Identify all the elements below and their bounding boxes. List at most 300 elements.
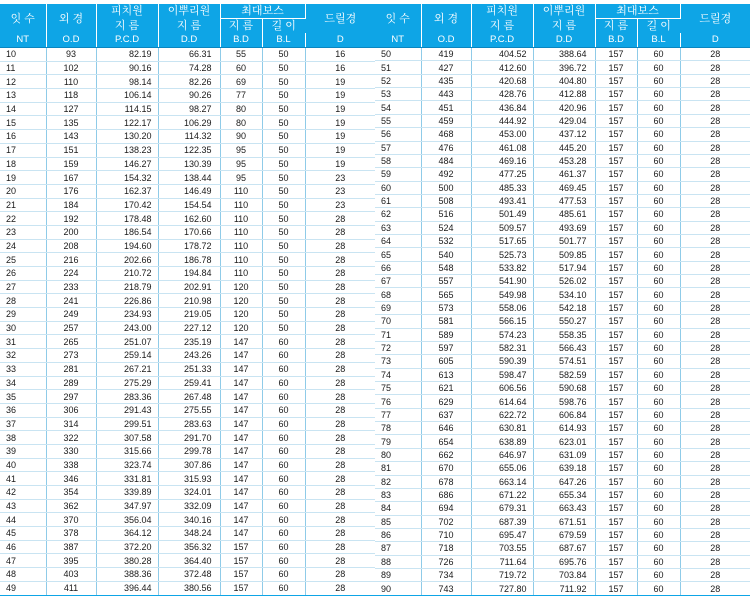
boss-length-cell: 60	[637, 275, 680, 288]
drill-diameter-cell: 28	[680, 261, 750, 274]
pitch-diameter-cell: 509.57	[471, 221, 533, 234]
pitch-diameter-cell: 210.72	[96, 267, 158, 281]
header-outer-diameter: 외 경	[421, 4, 471, 33]
boss-diameter-cell: 110	[220, 198, 262, 212]
boss-diameter-cell: 157	[595, 395, 637, 408]
teeth-cell: 75	[375, 381, 421, 394]
boss-diameter-cell: 157	[595, 74, 637, 87]
pitch-diameter-cell: 130.20	[96, 130, 158, 144]
boss-length-cell: 60	[262, 554, 305, 568]
root-diameter-cell: 324.01	[158, 486, 220, 500]
teeth-cell: 58	[375, 154, 421, 167]
spec-table-left	[0, 4, 375, 596]
outer-diameter-cell: 516	[421, 208, 471, 221]
boss-diameter-cell: 120	[220, 321, 262, 335]
root-diameter-cell: 655.34	[533, 488, 595, 501]
table-row	[0, 89, 375, 103]
boss-diameter-cell: 157	[220, 540, 262, 554]
pitch-diameter-cell: 501.49	[471, 208, 533, 221]
drill-diameter-cell: 28	[680, 555, 750, 568]
table-row	[375, 61, 750, 74]
root-diameter-cell: 106.29	[158, 116, 220, 130]
root-diameter-cell: 283.63	[158, 417, 220, 431]
root-diameter-cell: 227.12	[158, 321, 220, 335]
root-diameter-cell: 598.76	[533, 395, 595, 408]
root-diameter-cell: 267.48	[158, 390, 220, 404]
table-row	[0, 48, 375, 62]
table-row	[0, 513, 375, 527]
teeth-cell: 16	[0, 130, 46, 144]
drill-diameter-cell: 28	[680, 582, 750, 595]
outer-diameter-cell: 581	[421, 315, 471, 328]
boss-length-cell: 60	[637, 235, 680, 248]
drill-diameter-cell: 28	[680, 61, 750, 74]
root-diameter-cell: 340.16	[158, 513, 220, 527]
boss-length-cell: 60	[637, 569, 680, 582]
outer-diameter-cell: 484	[421, 154, 471, 167]
teeth-cell: 47	[0, 554, 46, 568]
boss-diameter-cell: 157	[595, 235, 637, 248]
boss-diameter-cell: 110	[220, 212, 262, 226]
drill-diameter-cell: 28	[305, 444, 375, 458]
root-diameter-cell: 243.26	[158, 349, 220, 363]
root-diameter-cell: 526.02	[533, 275, 595, 288]
pitch-diameter-cell: 477.25	[471, 168, 533, 181]
drill-diameter-cell: 28	[680, 74, 750, 87]
boss-length-cell: 50	[262, 239, 305, 253]
root-diameter-cell: 477.53	[533, 194, 595, 207]
boss-diameter-cell: 60	[220, 61, 262, 75]
boss-diameter-cell: 157	[595, 475, 637, 488]
outer-diameter-cell: 118	[46, 89, 96, 103]
boss-length-cell: 50	[262, 89, 305, 103]
header-nt-code: NT	[0, 33, 46, 48]
boss-length-cell: 60	[637, 542, 680, 555]
table-row	[0, 349, 375, 363]
table-header	[375, 4, 750, 48]
teeth-cell: 41	[0, 472, 46, 486]
table-row	[0, 157, 375, 171]
boss-diameter-cell: 95	[220, 143, 262, 157]
boss-diameter-cell: 77	[220, 89, 262, 103]
boss-diameter-cell: 157	[595, 248, 637, 261]
table-row	[375, 542, 750, 555]
outer-diameter-cell: 718	[421, 542, 471, 555]
teeth-cell: 29	[0, 308, 46, 322]
boss-length-cell: 60	[637, 355, 680, 368]
pitch-diameter-cell: 404.52	[471, 48, 533, 61]
outer-diameter-cell: 573	[421, 301, 471, 314]
outer-diameter-cell: 451	[421, 101, 471, 114]
boss-diameter-cell: 157	[595, 168, 637, 181]
outer-diameter-cell: 654	[421, 435, 471, 448]
drill-diameter-cell: 28	[305, 390, 375, 404]
table-row	[375, 528, 750, 541]
drill-diameter-cell: 28	[680, 528, 750, 541]
root-diameter-cell: 307.86	[158, 458, 220, 472]
teeth-cell: 23	[0, 225, 46, 239]
pitch-diameter-cell: 98.14	[96, 75, 158, 89]
outer-diameter-cell: 176	[46, 184, 96, 198]
header-bd-code: B.D	[220, 33, 262, 48]
boss-diameter-cell: 157	[595, 181, 637, 194]
root-diameter-cell: 98.27	[158, 102, 220, 116]
boss-diameter-cell: 110	[220, 225, 262, 239]
boss-length-cell: 60	[262, 431, 305, 445]
outer-diameter-cell: 273	[46, 349, 96, 363]
table-row	[0, 472, 375, 486]
outer-diameter-cell: 621	[421, 381, 471, 394]
drill-diameter-cell: 28	[680, 221, 750, 234]
outer-diameter-cell: 557	[421, 275, 471, 288]
root-diameter-cell: 380.56	[158, 581, 220, 595]
pitch-diameter-cell: 614.64	[471, 395, 533, 408]
teeth-cell: 33	[0, 362, 46, 376]
pitch-diameter-cell: 549.98	[471, 288, 533, 301]
outer-diameter-cell: 200	[46, 225, 96, 239]
pitch-diameter-cell: 606.56	[471, 381, 533, 394]
drill-diameter-cell: 28	[680, 235, 750, 248]
header-pitch-line2: 지 름	[96, 19, 158, 34]
boss-length-cell: 60	[637, 582, 680, 595]
boss-length-cell: 60	[637, 61, 680, 74]
table-row	[375, 101, 750, 114]
teeth-cell: 63	[375, 221, 421, 234]
drill-diameter-cell: 19	[305, 116, 375, 130]
outer-diameter-cell: 297	[46, 390, 96, 404]
root-diameter-cell: 82.26	[158, 75, 220, 89]
drill-diameter-cell: 16	[305, 61, 375, 75]
table-row	[0, 568, 375, 582]
drill-diameter-cell: 28	[305, 280, 375, 294]
boss-diameter-cell: 157	[595, 88, 637, 101]
drill-diameter-cell: 28	[680, 502, 750, 515]
pitch-diameter-cell: 444.92	[471, 114, 533, 127]
boss-diameter-cell: 147	[220, 513, 262, 527]
header-nt-code: NT	[375, 33, 421, 48]
pitch-diameter-cell: 283.36	[96, 390, 158, 404]
table-row	[375, 208, 750, 221]
pitch-diameter-cell: 622.72	[471, 408, 533, 421]
pitch-diameter-cell: 396.44	[96, 581, 158, 595]
boss-length-cell: 60	[637, 448, 680, 461]
pitch-diameter-cell: 226.86	[96, 294, 158, 308]
pitch-diameter-cell: 138.23	[96, 143, 158, 157]
root-diameter-cell: 90.26	[158, 89, 220, 103]
root-diameter-cell: 550.27	[533, 315, 595, 328]
table-row	[375, 355, 750, 368]
table-row	[375, 261, 750, 274]
table-header	[0, 4, 375, 48]
drill-diameter-cell: 28	[305, 321, 375, 335]
pitch-diameter-cell: 420.68	[471, 74, 533, 87]
boss-length-cell: 60	[637, 208, 680, 221]
boss-length-cell: 60	[637, 141, 680, 154]
teeth-cell: 11	[0, 61, 46, 75]
outer-diameter-cell: 354	[46, 486, 96, 500]
boss-diameter-cell: 110	[220, 239, 262, 253]
root-diameter-cell: 202.91	[158, 280, 220, 294]
table-row	[0, 362, 375, 376]
table-row	[375, 395, 750, 408]
outer-diameter-cell: 646	[421, 422, 471, 435]
table-row	[0, 540, 375, 554]
pitch-diameter-cell: 267.21	[96, 362, 158, 376]
outer-diameter-cell: 734	[421, 569, 471, 582]
boss-length-cell: 50	[262, 75, 305, 89]
table-row	[375, 422, 750, 435]
pitch-diameter-cell: 291.43	[96, 403, 158, 417]
boss-length-cell: 60	[637, 114, 680, 127]
header-root-line2: 지 름	[533, 19, 595, 34]
outer-diameter-cell: 362	[46, 499, 96, 513]
boss-diameter-cell: 157	[220, 581, 262, 595]
pitch-diameter-cell: 517.65	[471, 235, 533, 248]
teeth-cell: 14	[0, 102, 46, 116]
boss-diameter-cell: 157	[595, 555, 637, 568]
teeth-cell: 35	[0, 390, 46, 404]
drill-diameter-cell: 28	[680, 368, 750, 381]
boss-diameter-cell: 147	[220, 486, 262, 500]
boss-diameter-cell: 157	[595, 515, 637, 528]
pitch-diameter-cell: 671.22	[471, 488, 533, 501]
outer-diameter-cell: 192	[46, 212, 96, 226]
outer-diameter-cell: 265	[46, 335, 96, 349]
boss-length-cell: 60	[262, 444, 305, 458]
boss-length-cell: 60	[637, 341, 680, 354]
header-teeth: 잇 수	[0, 4, 46, 33]
outer-diameter-cell: 686	[421, 488, 471, 501]
boss-length-cell: 60	[262, 527, 305, 541]
outer-diameter-cell: 702	[421, 515, 471, 528]
boss-diameter-cell: 157	[595, 128, 637, 141]
header-d-code: D	[305, 33, 375, 48]
boss-length-cell: 60	[637, 475, 680, 488]
header-root-line1: 이뿌리원	[533, 4, 595, 19]
boss-diameter-cell: 69	[220, 75, 262, 89]
teeth-cell: 73	[375, 355, 421, 368]
root-diameter-cell: 396.72	[533, 61, 595, 74]
root-diameter-cell: 332.09	[158, 499, 220, 513]
drill-diameter-cell: 28	[305, 499, 375, 513]
outer-diameter-cell: 224	[46, 267, 96, 281]
drill-diameter-cell: 28	[680, 475, 750, 488]
teeth-cell: 72	[375, 341, 421, 354]
pitch-diameter-cell: 630.81	[471, 422, 533, 435]
table-row	[0, 198, 375, 212]
table-row	[0, 335, 375, 349]
table-row	[375, 181, 750, 194]
teeth-cell: 87	[375, 542, 421, 555]
boss-length-cell: 60	[637, 181, 680, 194]
pitch-diameter-cell: 541.90	[471, 275, 533, 288]
root-diameter-cell: 445.20	[533, 141, 595, 154]
header-drill: 드릴경	[305, 4, 375, 33]
boss-length-cell: 60	[637, 315, 680, 328]
boss-diameter-cell: 147	[220, 417, 262, 431]
boss-length-cell: 60	[637, 48, 680, 61]
table-row	[0, 431, 375, 445]
drill-diameter-cell: 28	[305, 376, 375, 390]
drill-diameter-cell: 28	[680, 114, 750, 127]
boss-diameter-cell: 110	[220, 267, 262, 281]
table-row	[0, 417, 375, 431]
drill-diameter-cell: 28	[680, 355, 750, 368]
boss-length-cell: 60	[262, 349, 305, 363]
boss-diameter-cell: 157	[595, 341, 637, 354]
boss-diameter-cell: 157	[595, 141, 637, 154]
teeth-cell: 26	[0, 267, 46, 281]
teeth-cell: 70	[375, 315, 421, 328]
header-dd-code: D.D	[533, 33, 595, 48]
boss-length-cell: 60	[637, 221, 680, 234]
outer-diameter-cell: 468	[421, 128, 471, 141]
table-row	[375, 128, 750, 141]
table-row	[0, 239, 375, 253]
pitch-diameter-cell: 323.74	[96, 458, 158, 472]
boss-diameter-cell: 110	[220, 253, 262, 267]
root-diameter-cell: 138.44	[158, 171, 220, 185]
boss-length-cell: 60	[262, 390, 305, 404]
table-row	[375, 141, 750, 154]
boss-length-cell: 60	[262, 540, 305, 554]
pitch-diameter-cell: 566.15	[471, 315, 533, 328]
root-diameter-cell: 558.35	[533, 328, 595, 341]
drill-diameter-cell: 23	[305, 184, 375, 198]
root-diameter-cell: 429.04	[533, 114, 595, 127]
root-diameter-cell: 639.18	[533, 462, 595, 475]
table-row	[375, 235, 750, 248]
pitch-diameter-cell: 259.14	[96, 349, 158, 363]
teeth-cell: 67	[375, 275, 421, 288]
drill-diameter-cell: 28	[305, 486, 375, 500]
drill-diameter-cell: 28	[305, 540, 375, 554]
pitch-diameter-cell: 218.79	[96, 280, 158, 294]
drill-diameter-cell: 16	[305, 48, 375, 62]
drill-diameter-cell: 28	[680, 341, 750, 354]
boss-diameter-cell: 120	[220, 280, 262, 294]
outer-diameter-cell: 249	[46, 308, 96, 322]
boss-length-cell: 50	[262, 61, 305, 75]
boss-length-cell: 60	[262, 362, 305, 376]
table-row	[375, 194, 750, 207]
header-pcd-code: P.C.D	[96, 33, 158, 48]
drill-diameter-cell: 28	[305, 458, 375, 472]
pitch-diameter-cell: 275.29	[96, 376, 158, 390]
boss-length-cell: 50	[262, 280, 305, 294]
table-row	[375, 582, 750, 595]
spec-table-right	[375, 4, 750, 596]
drill-diameter-cell: 28	[680, 328, 750, 341]
pitch-diameter-cell: 162.37	[96, 184, 158, 198]
drill-diameter-cell: 28	[680, 128, 750, 141]
boss-diameter-cell: 95	[220, 157, 262, 171]
root-diameter-cell: 631.09	[533, 448, 595, 461]
pitch-diameter-cell: 711.64	[471, 555, 533, 568]
drill-diameter-cell: 28	[305, 225, 375, 239]
table-row	[0, 554, 375, 568]
teeth-cell: 21	[0, 198, 46, 212]
outer-diameter-cell: 216	[46, 253, 96, 267]
boss-diameter-cell: 157	[595, 435, 637, 448]
pitch-diameter-cell: 90.16	[96, 61, 158, 75]
root-diameter-cell: 66.31	[158, 48, 220, 62]
boss-length-cell: 60	[637, 88, 680, 101]
drill-diameter-cell: 28	[305, 513, 375, 527]
table-row	[0, 130, 375, 144]
pitch-diameter-cell: 687.39	[471, 515, 533, 528]
pitch-diameter-cell: 574.23	[471, 328, 533, 341]
table-row	[375, 341, 750, 354]
boss-length-cell: 60	[637, 248, 680, 261]
table-row	[0, 143, 375, 157]
table-row	[0, 321, 375, 335]
teeth-cell: 43	[0, 499, 46, 513]
header-outer-diameter: 외 경	[46, 4, 96, 33]
outer-diameter-cell: 257	[46, 321, 96, 335]
table-body-left	[0, 48, 375, 596]
pitch-diameter-cell: 679.31	[471, 502, 533, 515]
drill-diameter-cell: 28	[305, 294, 375, 308]
boss-diameter-cell: 157	[595, 355, 637, 368]
boss-length-cell: 60	[637, 301, 680, 314]
outer-diameter-cell: 565	[421, 288, 471, 301]
boss-length-cell: 60	[637, 408, 680, 421]
pitch-diameter-cell: 154.32	[96, 171, 158, 185]
boss-diameter-cell: 157	[595, 422, 637, 435]
pitch-diameter-cell: 590.39	[471, 355, 533, 368]
spec-tables	[0, 4, 750, 596]
table-row	[375, 114, 750, 127]
outer-diameter-cell: 314	[46, 417, 96, 431]
pitch-diameter-cell: 461.08	[471, 141, 533, 154]
table-row	[375, 502, 750, 515]
root-diameter-cell: 614.93	[533, 422, 595, 435]
boss-length-cell: 60	[637, 462, 680, 475]
outer-diameter-cell: 435	[421, 74, 471, 87]
boss-length-cell: 60	[637, 261, 680, 274]
drill-diameter-cell: 19	[305, 75, 375, 89]
root-diameter-cell: 388.64	[533, 48, 595, 61]
pitch-diameter-cell: 485.33	[471, 181, 533, 194]
outer-diameter-cell: 589	[421, 328, 471, 341]
table-row	[0, 458, 375, 472]
boss-diameter-cell: 95	[220, 171, 262, 185]
table-row	[375, 288, 750, 301]
outer-diameter-cell: 378	[46, 527, 96, 541]
teeth-cell: 13	[0, 89, 46, 103]
root-diameter-cell: 679.59	[533, 528, 595, 541]
boss-diameter-cell: 157	[595, 462, 637, 475]
table-row	[375, 328, 750, 341]
outer-diameter-cell: 167	[46, 171, 96, 185]
teeth-cell: 83	[375, 488, 421, 501]
teeth-cell: 27	[0, 280, 46, 294]
boss-diameter-cell: 110	[220, 184, 262, 198]
teeth-cell: 25	[0, 253, 46, 267]
outer-diameter-cell: 233	[46, 280, 96, 294]
drill-diameter-cell: 28	[305, 239, 375, 253]
pitch-diameter-cell: 307.58	[96, 431, 158, 445]
drill-diameter-cell: 28	[305, 417, 375, 431]
teeth-cell: 65	[375, 248, 421, 261]
root-diameter-cell: 122.35	[158, 143, 220, 157]
boss-diameter-cell: 147	[220, 444, 262, 458]
pitch-diameter-cell: 331.81	[96, 472, 158, 486]
drill-diameter-cell: 28	[305, 527, 375, 541]
drill-diameter-cell: 28	[680, 569, 750, 582]
root-diameter-cell: 509.85	[533, 248, 595, 261]
